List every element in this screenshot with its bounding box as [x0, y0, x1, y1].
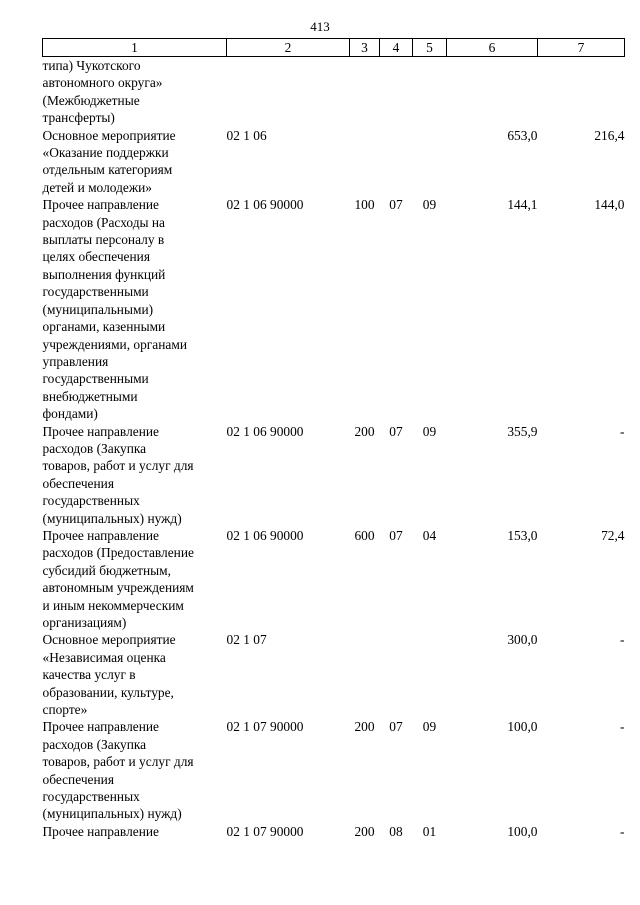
column-header-1: 1 — [43, 39, 227, 57]
row-sum-1: 653,0 — [507, 127, 538, 143]
row-rz: 07 — [389, 197, 403, 213]
table-row — [43, 527, 625, 631]
row-name: Прочее направление — [42, 823, 159, 839]
row-vr — [350, 127, 380, 197]
row-name: Основное мероприятие «Оказание поддержки отдельным категориям детей и молодежи» — [42, 127, 176, 195]
row-vr: 600 — [354, 527, 375, 543]
row-sum-1: 144,1 — [507, 197, 538, 213]
row-sum-2: - — [620, 423, 625, 439]
row-pr: 01 — [422, 823, 437, 839]
row-sum-2: - — [620, 632, 625, 648]
row-name: Прочее направление расходов (Закупка товаров, работ и услуг для обеспечения государственных (муниципальных) нужд) — [42, 719, 194, 822]
table-header-row — [43, 39, 625, 57]
page-number: 413 — [310, 19, 330, 34]
row-pr — [413, 127, 447, 197]
row-code — [227, 57, 350, 127]
column-header-5: 5 — [413, 39, 447, 57]
row-name: Основное мероприятие «Независимая оценка качества услуг в образовании, культуре, спорте» — [42, 632, 176, 718]
row-pr: 09 — [422, 719, 437, 735]
row-vr: 200 — [354, 823, 375, 839]
row-name: Прочее направление расходов (Предоставление субсидий бюджетным, автономным учреждениям и иным некоммерческим организациям) — [42, 527, 194, 630]
row-sum-1: 100,0 — [507, 823, 538, 839]
row-sum-1 — [447, 57, 538, 127]
table-row — [43, 823, 625, 840]
budget-table — [42, 38, 625, 840]
table-row — [43, 718, 625, 822]
row-pr — [413, 57, 447, 127]
row-rz — [380, 127, 413, 197]
row-code: 02 1 06 90000 — [226, 527, 304, 543]
row-sum-2 — [538, 57, 625, 127]
row-name: типа) Чукотского автономного округа» (Межбюджетные трансферты) — [42, 58, 163, 126]
row-sum-1: 153,0 — [507, 527, 538, 543]
row-vr — [350, 57, 380, 127]
row-rz: 07 — [389, 719, 403, 735]
row-code: 02 1 06 90000 — [226, 197, 304, 213]
row-name: Прочее направление расходов (Расходы на выплаты персоналу в целях обеспечения выполнения функций государственными (муниципальными) органами, казенными учреждениями, органами управления государственными внебюджетными фондами) — [42, 197, 187, 422]
column-header-6: 6 — [447, 39, 538, 57]
row-rz: 07 — [389, 423, 403, 439]
column-header-4: 4 — [380, 39, 413, 57]
table-row — [43, 127, 625, 197]
row-pr — [413, 631, 447, 718]
row-code: 02 1 07 — [226, 632, 267, 648]
column-header-7: 7 — [538, 39, 625, 57]
row-vr: 200 — [354, 423, 375, 439]
row-code: 02 1 07 90000 — [226, 719, 304, 735]
column-header-2: 2 — [227, 39, 350, 57]
row-vr: 100 — [354, 197, 375, 213]
row-sum-2: 216,4 — [594, 127, 625, 143]
row-name: Прочее направление расходов (Закупка товаров, работ и услуг для обеспечения государственных (муниципальных) нужд) — [42, 423, 194, 526]
row-sum-2: - — [620, 719, 625, 735]
row-rz — [380, 631, 413, 718]
table-row — [43, 423, 625, 527]
row-rz: 07 — [389, 527, 403, 543]
table-row — [43, 57, 625, 127]
row-vr: 200 — [354, 719, 375, 735]
row-sum-2: - — [620, 823, 625, 839]
table-row — [43, 631, 625, 718]
row-sum-2: 72,4 — [601, 527, 625, 543]
row-sum-1: 100,0 — [507, 719, 538, 735]
row-pr: 04 — [422, 527, 437, 543]
row-rz: 08 — [389, 823, 403, 839]
row-sum-1: 355,9 — [507, 423, 538, 439]
row-sum-1: 300,0 — [507, 632, 538, 648]
row-code: 02 1 06 — [226, 127, 267, 143]
table-row — [43, 196, 625, 422]
row-sum-2: 144,0 — [594, 197, 625, 213]
column-header-3: 3 — [350, 39, 380, 57]
row-pr: 09 — [422, 197, 437, 213]
row-rz — [380, 57, 413, 127]
row-pr: 09 — [422, 423, 437, 439]
row-code: 02 1 07 90000 — [226, 823, 304, 839]
row-code: 02 1 06 90000 — [226, 423, 304, 439]
row-vr — [350, 631, 380, 718]
